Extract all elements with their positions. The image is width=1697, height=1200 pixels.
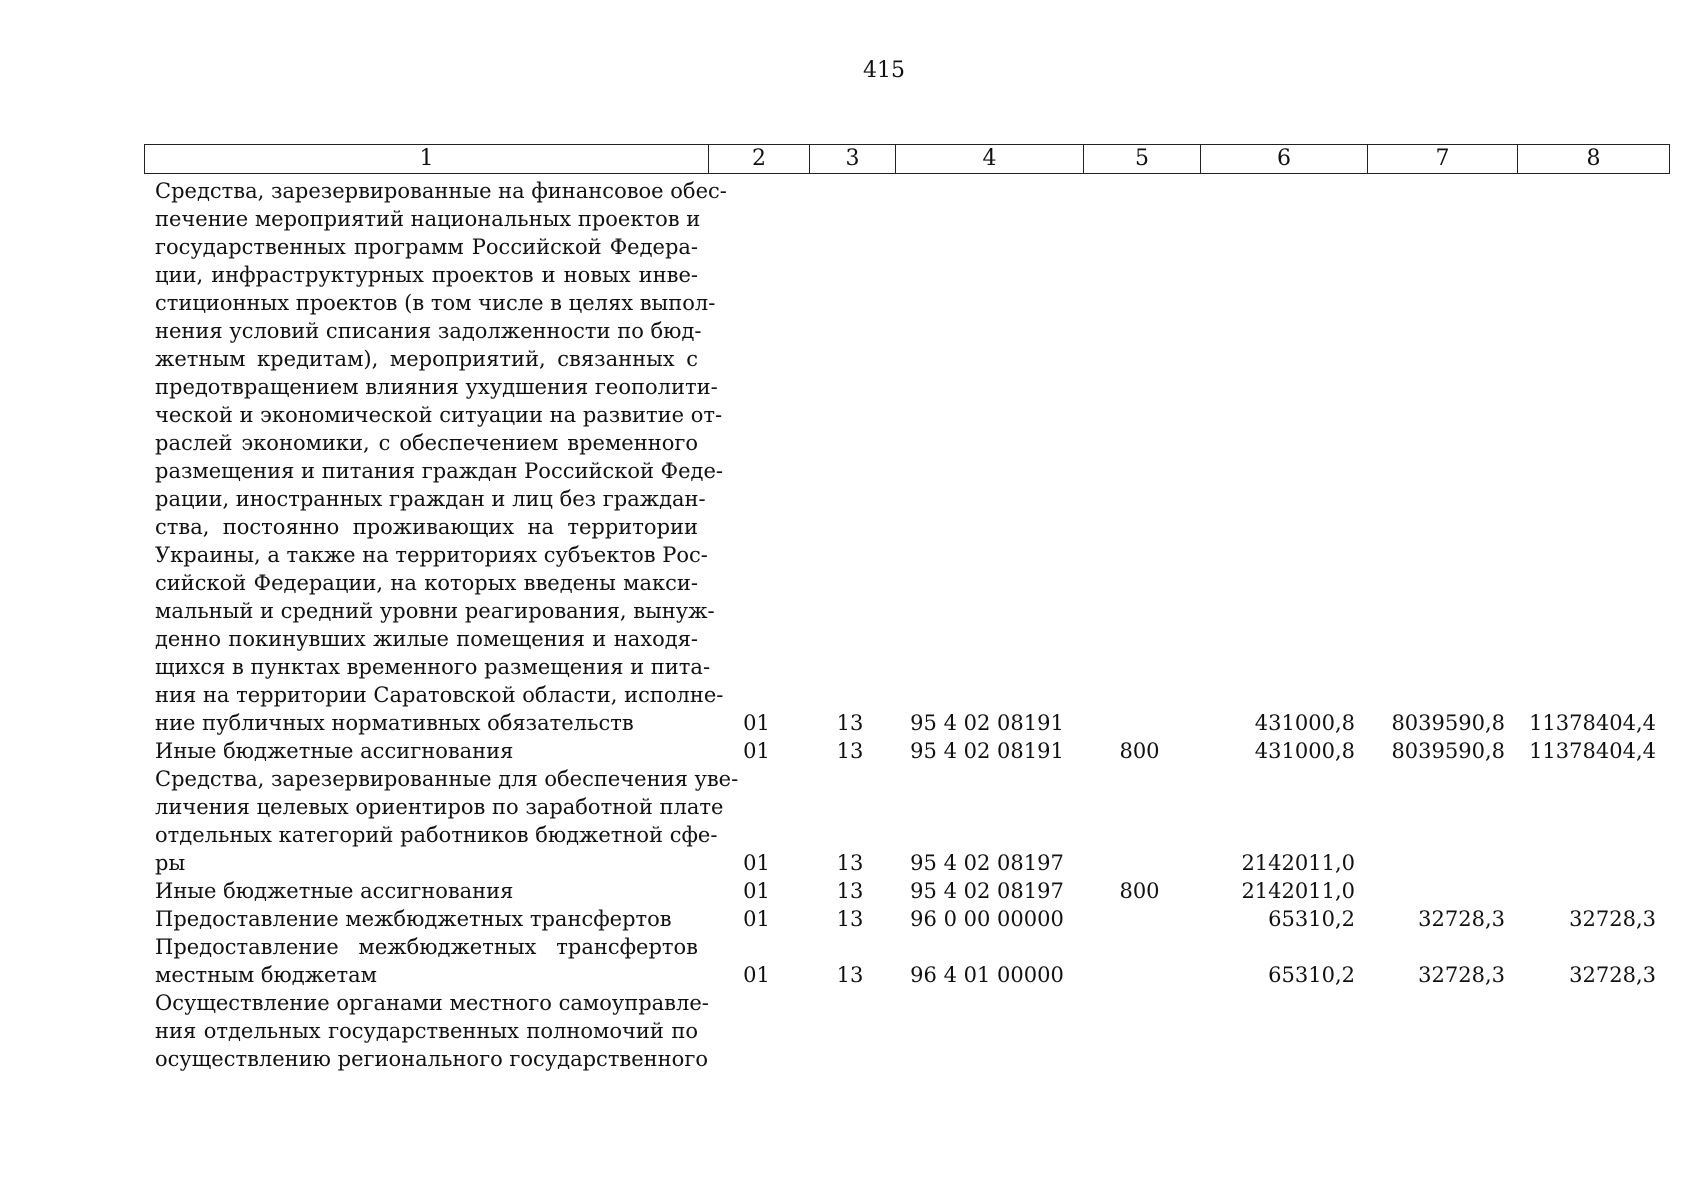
- row-name-line: ства, постоянно проживающих на территории: [155, 515, 698, 539]
- table-row: [144, 177, 1666, 737]
- row-amount-year1: 431000,8: [1254, 711, 1355, 735]
- row-name-line: Средства, зарезервированные на финансовое обес-: [155, 179, 727, 203]
- row-subsection: 13: [836, 851, 864, 875]
- table-row: [144, 905, 1666, 933]
- row-subsection: 13: [836, 711, 864, 735]
- row-amount-year2: 32728,3: [1418, 963, 1505, 987]
- row-amount-year3: 11378404,4: [1529, 711, 1656, 735]
- row-name: [144, 177, 727, 737]
- row-target-article: 95 4 02 08197: [910, 879, 1064, 903]
- row-amount-year1: 65310,2: [1268, 907, 1355, 931]
- header-col-2: 2: [709, 145, 810, 173]
- row-name-line: щихся в пунктах временного размещения и пита-: [155, 655, 711, 679]
- row-amount-year2: 8039590,8: [1391, 711, 1505, 735]
- row-name-line: размещения и питания граждан Российской Феде-: [155, 459, 723, 483]
- row-subsection: 13: [836, 963, 864, 987]
- row-target-article: 96 0 00 00000: [910, 907, 1064, 931]
- row-amount-year1: 431000,8: [1254, 739, 1355, 763]
- row-name-line: ческой и экономической ситуации на развитие от-: [155, 403, 723, 427]
- row-section: 01: [743, 851, 770, 875]
- row-name-line: отдельных категорий работников бюджетной сфе-: [155, 823, 718, 847]
- row-amount-year1: 2142011,0: [1241, 879, 1355, 903]
- row-target-article: 96 4 01 00000: [910, 963, 1064, 987]
- row-name-line: местным бюджетам: [155, 963, 377, 987]
- header-col-4: 4: [896, 145, 1084, 173]
- table-header: [144, 144, 1670, 174]
- row-name-line: ния на территории Саратовской области, исполне-: [155, 683, 724, 707]
- header-col-5: 5: [1084, 145, 1201, 173]
- row-amount-year1: 2142011,0: [1241, 851, 1355, 875]
- row-name-line: мальный и средний уровни реагирования, вынуж-: [155, 599, 715, 623]
- table-row: [144, 737, 1666, 765]
- row-section: 01: [743, 963, 770, 987]
- row-section: 01: [743, 879, 770, 903]
- row-name-line: Иные бюджетные ассигнования: [155, 739, 514, 763]
- header-col-3: 3: [810, 145, 896, 173]
- table-body: [144, 177, 1666, 1073]
- row-target-article: 95 4 02 08197: [910, 851, 1064, 875]
- header-col-1: 1: [145, 145, 709, 173]
- row-name-line: личения целевых ориентиров по заработной плате: [155, 795, 724, 819]
- row-name: [144, 765, 739, 877]
- row-amount-year3: 32728,3: [1569, 907, 1656, 931]
- row-name: [144, 737, 706, 765]
- header-col-6: 6: [1201, 145, 1368, 173]
- table-row: [144, 933, 1666, 989]
- row-name-line: стиционных проектов (в том числе в целях выпол-: [155, 291, 716, 315]
- row-name-line: нения условий списания задолженности по бюд-: [155, 319, 702, 343]
- row-subsection: 13: [836, 879, 864, 903]
- row-subsection: 13: [836, 907, 864, 931]
- row-name: [144, 877, 706, 905]
- row-name-line: ции, инфраструктурных проектов и новых инве-: [155, 263, 698, 287]
- header-col-7: 7: [1368, 145, 1518, 173]
- row-section: 01: [743, 739, 770, 763]
- row-name-line: ние публичных нормативных обязательств: [155, 711, 634, 735]
- row-amount-year1: 65310,2: [1268, 963, 1355, 987]
- row-name-line: предотвращением влияния ухудшения геополити-: [155, 375, 718, 399]
- row-expense-type: 800: [1119, 879, 1160, 903]
- row-amount-year2: 32728,3: [1418, 907, 1505, 931]
- row-section: 01: [743, 711, 770, 735]
- row-amount-year2: 8039590,8: [1391, 739, 1505, 763]
- row-name-line: Предоставление межбюджетных трансфертов: [155, 935, 698, 959]
- row-section: 01: [743, 907, 770, 931]
- row-name-line: Предоставление межбюджетных трансфертов: [155, 907, 672, 931]
- row-name-line: Осуществление органами местного самоуправле-: [155, 991, 709, 1015]
- row-name-line: рации, иностранных граждан и лиц без граждан-: [155, 487, 706, 511]
- row-name-line: Иные бюджетные ассигнования: [155, 879, 514, 903]
- row-name-line: печение мероприятий национальных проектов и: [155, 207, 701, 231]
- row-name: [144, 933, 706, 989]
- row-name: [144, 989, 709, 1073]
- table-row: [144, 989, 1666, 1073]
- row-name-line: ния отдельных государственных полномочий по: [155, 1019, 698, 1043]
- page-number: 415: [863, 58, 905, 83]
- table-row: [144, 877, 1666, 905]
- row-name-line: ры: [155, 851, 186, 875]
- row-target-article: 95 4 02 08191: [910, 739, 1064, 763]
- row-name-line: жетным кредитам), мероприятий, связанных с: [155, 347, 698, 371]
- row-name-line: осуществлению регионального государственного: [155, 1047, 708, 1071]
- row-name-line: сийской Федерации, на которых введены макси-: [155, 571, 698, 595]
- header-col-8: 8: [1586, 146, 1601, 171]
- row-name-line: денно покинувших жилые помещения и находя-: [155, 627, 698, 651]
- row-expense-type: 800: [1119, 739, 1160, 763]
- row-name-line: раслей экономики, с обеспечением временного: [155, 431, 698, 455]
- row-name-line: государственных программ Российской Федера-: [155, 235, 698, 259]
- row-amount-year3: 32728,3: [1569, 963, 1656, 987]
- row-name: [144, 905, 706, 933]
- row-target-article: 95 4 02 08191: [910, 711, 1064, 735]
- table-row: [144, 765, 1666, 877]
- row-name-line: Украины, а также на территориях субъектов Рос-: [155, 543, 708, 567]
- row-name-line: Средства, зарезервированные для обеспечения уве-: [155, 767, 739, 791]
- row-subsection: 13: [836, 739, 864, 763]
- row-amount-year3: 11378404,4: [1529, 739, 1656, 763]
